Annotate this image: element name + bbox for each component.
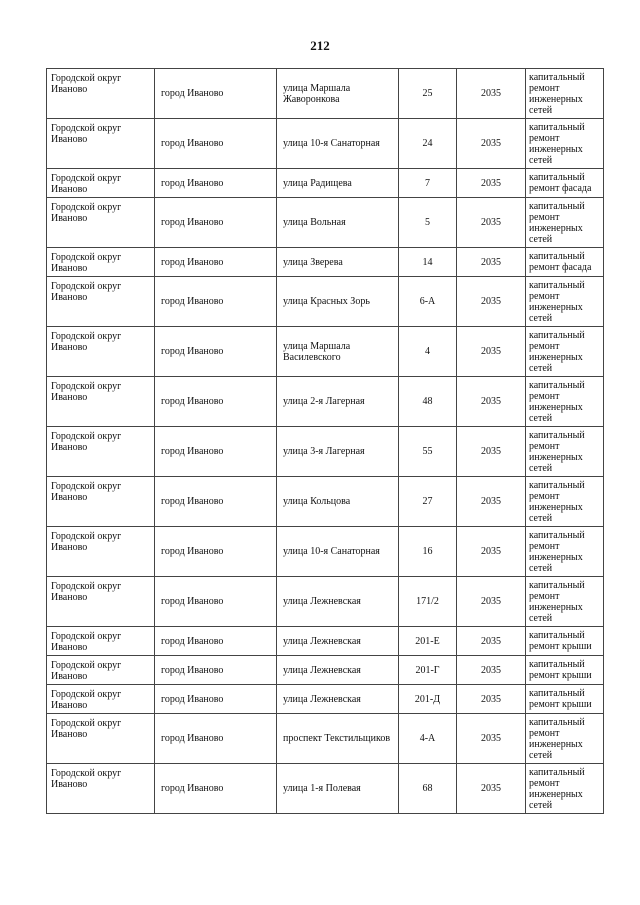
table-row bbox=[47, 427, 604, 477]
year-cell: 2035 bbox=[457, 577, 526, 627]
table-row bbox=[47, 119, 604, 169]
work-type-cell: капитальный ремонт инженерных сетей bbox=[526, 377, 604, 427]
district-cell: Городской округ Иваново bbox=[47, 527, 155, 577]
house-number-cell: 55 bbox=[399, 427, 457, 477]
table-row bbox=[47, 198, 604, 248]
street-cell: улица Лежневская bbox=[277, 685, 399, 714]
district-cell: Городской округ Иваново bbox=[47, 198, 155, 248]
district-cell: Городской округ Иваново bbox=[47, 577, 155, 627]
district-cell: Городской округ Иваново bbox=[47, 685, 155, 714]
city-cell: город Иваново bbox=[155, 527, 277, 577]
work-type-cell: капитальный ремонт крыши bbox=[526, 656, 604, 685]
city-cell: город Иваново bbox=[155, 69, 277, 119]
district-cell: Городской округ Иваново bbox=[47, 169, 155, 198]
works-table bbox=[46, 68, 604, 814]
city-cell: город Иваново bbox=[155, 714, 277, 764]
street-cell: улица 10-я Санаторная bbox=[277, 527, 399, 577]
work-type-cell: капитальный ремонт крыши bbox=[526, 685, 604, 714]
year-cell: 2035 bbox=[457, 527, 526, 577]
street-cell: улица Кольцова bbox=[277, 477, 399, 527]
table-row bbox=[47, 248, 604, 277]
city-cell: город Иваново bbox=[155, 577, 277, 627]
year-cell: 2035 bbox=[457, 477, 526, 527]
year-cell: 2035 bbox=[457, 198, 526, 248]
work-type-cell: капитальный ремонт инженерных сетей bbox=[526, 477, 604, 527]
street-cell: улица Лежневская bbox=[277, 627, 399, 656]
house-number-cell: 68 bbox=[399, 764, 457, 814]
work-type-cell: капитальный ремонт инженерных сетей bbox=[526, 119, 604, 169]
city-cell: город Иваново bbox=[155, 764, 277, 814]
district-cell: Городской округ Иваново bbox=[47, 277, 155, 327]
year-cell: 2035 bbox=[457, 169, 526, 198]
street-cell: улица 1-я Полевая bbox=[277, 764, 399, 814]
city-cell: город Иваново bbox=[155, 277, 277, 327]
street-cell: улица Лежневская bbox=[277, 577, 399, 627]
street-cell: улица Маршала Василевского bbox=[277, 327, 399, 377]
street-cell: улица Вольная bbox=[277, 198, 399, 248]
district-cell: Городской округ Иваново bbox=[47, 248, 155, 277]
city-cell: город Иваново bbox=[155, 427, 277, 477]
year-cell: 2035 bbox=[457, 377, 526, 427]
table-row bbox=[47, 169, 604, 198]
table-row bbox=[47, 277, 604, 327]
house-number-cell: 171/2 bbox=[399, 577, 457, 627]
page-number: 212 bbox=[310, 38, 330, 53]
work-type-cell: капитальный ремонт инженерных сетей bbox=[526, 327, 604, 377]
work-type-cell: капитальный ремонт крыши bbox=[526, 627, 604, 656]
work-type-cell: капитальный ремонт инженерных сетей bbox=[526, 764, 604, 814]
city-cell: город Иваново bbox=[155, 377, 277, 427]
street-cell: проспект Текстильщиков bbox=[277, 714, 399, 764]
street-cell: улица Зверева bbox=[277, 248, 399, 277]
house-number-cell: 4-А bbox=[399, 714, 457, 764]
city-cell: город Иваново bbox=[155, 169, 277, 198]
house-number-cell: 14 bbox=[399, 248, 457, 277]
year-cell: 2035 bbox=[457, 427, 526, 477]
district-cell: Городской округ Иваново bbox=[47, 656, 155, 685]
table-row bbox=[47, 477, 604, 527]
city-cell: город Иваново bbox=[155, 477, 277, 527]
district-cell: Городской округ Иваново bbox=[47, 627, 155, 656]
work-type-cell: капитальный ремонт инженерных сетей bbox=[526, 198, 604, 248]
house-number-cell: 201-Д bbox=[399, 685, 457, 714]
year-cell: 2035 bbox=[457, 656, 526, 685]
table-row bbox=[47, 327, 604, 377]
district-cell: Городской округ Иваново bbox=[47, 377, 155, 427]
table-row bbox=[47, 377, 604, 427]
street-cell: улица 10-я Санаторная bbox=[277, 119, 399, 169]
house-number-cell: 16 bbox=[399, 527, 457, 577]
work-type-cell: капитальный ремонт инженерных сетей bbox=[526, 577, 604, 627]
work-type-cell: капитальный ремонт инженерных сетей bbox=[526, 277, 604, 327]
house-number-cell: 201-Г bbox=[399, 656, 457, 685]
city-cell: город Иваново bbox=[155, 327, 277, 377]
district-cell: Городской округ Иваново bbox=[47, 427, 155, 477]
district-cell: Городской округ Иваново bbox=[47, 119, 155, 169]
house-number-cell: 27 bbox=[399, 477, 457, 527]
table-row bbox=[47, 685, 604, 714]
street-cell: улица Маршала Жаворонкова bbox=[277, 69, 399, 119]
year-cell: 2035 bbox=[457, 685, 526, 714]
work-type-cell: капитальный ремонт инженерных сетей bbox=[526, 69, 604, 119]
district-cell: Городской округ Иваново bbox=[47, 69, 155, 119]
work-type-cell: капитальный ремонт фасада bbox=[526, 248, 604, 277]
table-row bbox=[47, 714, 604, 764]
street-cell: улица Красных Зорь bbox=[277, 277, 399, 327]
district-cell: Городской округ Иваново bbox=[47, 477, 155, 527]
house-number-cell: 6-А bbox=[399, 277, 457, 327]
city-cell: город Иваново bbox=[155, 685, 277, 714]
city-cell: город Иваново bbox=[155, 656, 277, 685]
city-cell: город Иваново bbox=[155, 627, 277, 656]
house-number-cell: 7 bbox=[399, 169, 457, 198]
year-cell: 2035 bbox=[457, 248, 526, 277]
year-cell: 2035 bbox=[457, 69, 526, 119]
city-cell: город Иваново bbox=[155, 198, 277, 248]
district-cell: Городской округ Иваново bbox=[47, 764, 155, 814]
district-cell: Городской округ Иваново bbox=[47, 714, 155, 764]
house-number-cell: 25 bbox=[399, 69, 457, 119]
work-type-cell: капитальный ремонт инженерных сетей bbox=[526, 714, 604, 764]
city-cell: город Иваново bbox=[155, 248, 277, 277]
city-cell: город Иваново bbox=[155, 119, 277, 169]
street-cell: улица Лежневская bbox=[277, 656, 399, 685]
table-row bbox=[47, 656, 604, 685]
table-row bbox=[47, 69, 604, 119]
street-cell: улица Радищева bbox=[277, 169, 399, 198]
year-cell: 2035 bbox=[457, 764, 526, 814]
street-cell: улица 2-я Лагерная bbox=[277, 377, 399, 427]
year-cell: 2035 bbox=[457, 627, 526, 656]
house-number-cell: 201-Е bbox=[399, 627, 457, 656]
year-cell: 2035 bbox=[457, 277, 526, 327]
year-cell: 2035 bbox=[457, 327, 526, 377]
district-cell: Городской округ Иваново bbox=[47, 327, 155, 377]
table-row bbox=[47, 577, 604, 627]
table-row bbox=[47, 764, 604, 814]
house-number-cell: 24 bbox=[399, 119, 457, 169]
work-type-cell: капитальный ремонт инженерных сетей bbox=[526, 527, 604, 577]
street-cell: улица 3-я Лагерная bbox=[277, 427, 399, 477]
house-number-cell: 5 bbox=[399, 198, 457, 248]
year-cell: 2035 bbox=[457, 714, 526, 764]
table-row bbox=[47, 527, 604, 577]
work-type-cell: капитальный ремонт инженерных сетей bbox=[526, 427, 604, 477]
house-number-cell: 48 bbox=[399, 377, 457, 427]
house-number-cell: 4 bbox=[399, 327, 457, 377]
table-row bbox=[47, 627, 604, 656]
work-type-cell: капитальный ремонт фасада bbox=[526, 169, 604, 198]
year-cell: 2035 bbox=[457, 119, 526, 169]
